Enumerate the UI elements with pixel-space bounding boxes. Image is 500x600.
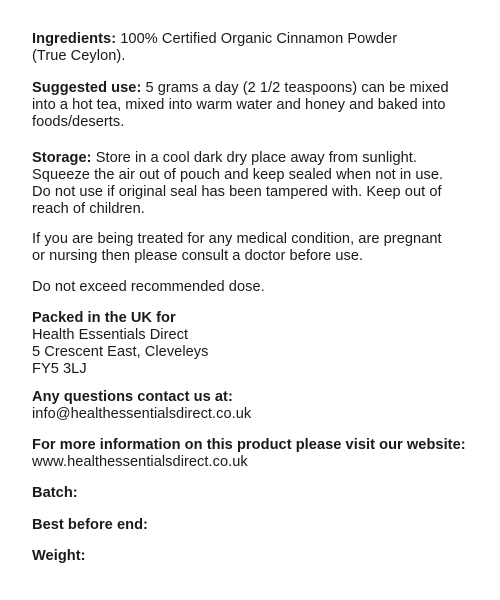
storage-text: Store in a cool dark dry place away from sunlight. (95, 150, 418, 166)
dose-warning-text: Do not exceed recommended dose. (32, 279, 265, 295)
storage-line-4: reach of children. (32, 201, 145, 217)
batch-line (32, 485, 472, 502)
contact-section (32, 389, 472, 423)
packed-address: 5 Crescent East, Cleveleys (32, 344, 209, 360)
suggested-use-line-2: into a hot tea, mixed into warm water and honey and baked into (32, 97, 446, 113)
storage-section (32, 150, 472, 218)
suggested-use-line-3: foods/deserts. (32, 114, 125, 130)
suggested-use-line-1 (32, 80, 472, 97)
best-before-line (32, 517, 472, 534)
batch-label: Batch: (32, 485, 78, 501)
packed-heading-text: Packed in the UK for (32, 310, 176, 326)
contact-heading (32, 389, 472, 406)
packed-company: Health Essentials Direct (32, 327, 189, 343)
ingredients-line-1 (32, 31, 472, 48)
website-url: www.healthessentialsdirect.co.uk (32, 454, 248, 470)
ingredients-text: 100% Certified Organic Cinnamon Powder (120, 31, 398, 47)
storage-line-3: Do not use if original seal has been tampered with. Keep out of (32, 184, 442, 200)
dose-warning (32, 279, 472, 296)
suggested-use-heading: Suggested use: (32, 80, 142, 96)
best-before-field (32, 517, 472, 534)
contact-heading-text: Any questions contact us at: (32, 389, 233, 405)
suggested-use-section (32, 80, 472, 131)
best-before-label: Best before end: (32, 517, 148, 533)
packed-section (32, 310, 472, 378)
ingredients-line-2: (True Ceylon). (32, 48, 126, 64)
medical-warning-section (32, 231, 472, 265)
contact-email: info@healthessentialsdirect.co.uk (32, 406, 252, 422)
weight-line (32, 548, 472, 565)
storage-line-2: Squeeze the air out of pouch and keep sealed when not in use. (32, 167, 444, 183)
suggested-use-text: 5 grams a day (2 1/2 teaspoons) can be mixed (145, 80, 449, 96)
website-heading (32, 437, 472, 454)
storage-heading: Storage: (32, 150, 92, 166)
ingredients-heading: Ingredients: (32, 31, 117, 47)
medical-warning-line-1: If you are being treated for any medical condition, are pregnant (32, 231, 442, 247)
website-heading-text: For more information on this product please visit our website: (32, 437, 466, 453)
website-section (32, 437, 472, 471)
ingredients-section (32, 31, 472, 65)
packed-heading (32, 310, 472, 327)
packed-postcode: FY5 3LJ (32, 361, 87, 377)
batch-field (32, 485, 472, 502)
weight-field (32, 548, 472, 565)
weight-label: Weight: (32, 548, 86, 564)
storage-line-1 (32, 150, 472, 167)
medical-warning-line-2: or nursing then please consult a doctor before use. (32, 248, 364, 264)
